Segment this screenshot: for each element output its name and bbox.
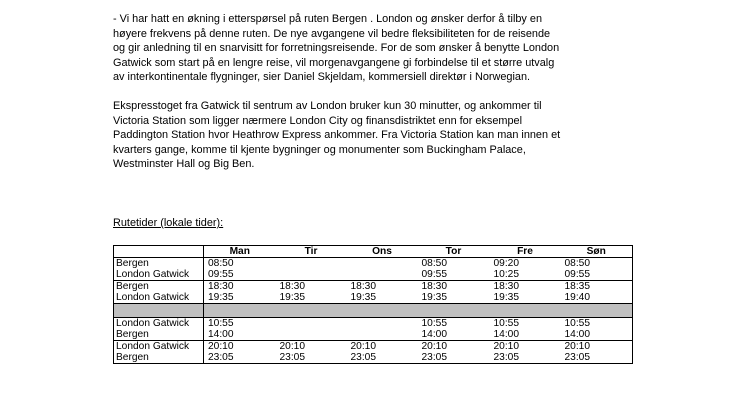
time-cell: 18:30	[276, 281, 347, 293]
time-cell: 20:10	[418, 341, 490, 353]
corner-cell	[114, 246, 204, 258]
time-cell	[276, 318, 347, 330]
time-cell: 18:30	[490, 281, 561, 293]
time-cell: 19:35	[279, 292, 305, 303]
time-cell: 18:30	[204, 281, 276, 293]
time-cell: 18:35	[561, 281, 633, 293]
article-paragraph-2: Ekspresstoget fra Gatwick til sentrum av London bruker kun 30 minutter, og ankommer til Victoria Station som ligger nærmere London City og finansdistriktet enn for eksempel Paddington Station hvor Heathrow Express ankommer. Fra Victoria Station kan man innen et kvarters gange, komme til kjente bygninger og monumenter som Buckingham Palace, Westminster Hall og Big Ben.	[113, 100, 561, 171]
station-cell: London Gatwick	[114, 318, 204, 330]
time-cell: 08:50	[561, 258, 633, 270]
table-separator-row	[114, 304, 633, 318]
time-cell: 10:55	[204, 318, 276, 330]
station-cell: London Gatwick	[114, 292, 204, 304]
time-cell: 23:05	[490, 352, 561, 364]
time-cell: 19:35	[204, 292, 276, 304]
time-cell: 20:10	[561, 341, 633, 353]
table-row	[114, 258, 633, 270]
time-cell: 19:40	[561, 292, 633, 304]
time-cell: 14:00	[204, 329, 276, 341]
time-cell: 14:00	[493, 329, 519, 340]
time-cell: 08:50	[421, 258, 447, 269]
time-cell: 20:10	[204, 341, 276, 353]
time-cell	[347, 258, 418, 270]
time-cell: 10:55	[561, 318, 633, 330]
time-cell: 23:05	[204, 352, 276, 364]
station-cell: London Gatwick	[114, 341, 204, 353]
time-cell: 09:55	[561, 269, 633, 281]
time-cell: 20:10	[347, 341, 418, 353]
table-row	[114, 341, 633, 353]
station-cell: Bergen	[114, 352, 204, 364]
day-header: Man	[204, 246, 276, 258]
time-cell: 23:05	[418, 352, 490, 364]
time-cell: 19:35	[421, 292, 447, 303]
station-cell: Bergen	[114, 329, 204, 341]
station-cell: London Gatwick	[114, 269, 204, 281]
article-paragraph-1: - Vi har hatt en økning i etterspørsel på ruten Bergen . London og ønsker derfor å tilby en høyere frekvens på denne ruten. De nye avgangene vil bedre fleksibiliteten for de reisende og gir anledning til en snarvisitt for forretningsreisende. For de som ønsker å benytte London Gatwick som start på en lengre reise, vil morgenavgangene gi forbindelse til et større utvalg av interkontinentale flygninger, sier Daniel Skjeldam, kommersiell direktør i Norwegian.	[113, 13, 560, 84]
day-header: Søn	[561, 246, 633, 258]
time-cell: 14:00	[561, 329, 633, 341]
time-cell: 19:35	[350, 292, 376, 303]
time-cell: 10:25	[493, 269, 519, 280]
time-cell	[276, 329, 347, 341]
table-row	[114, 269, 633, 281]
time-cell: 19:35	[493, 292, 519, 303]
table-row	[114, 281, 633, 293]
time-cell	[347, 269, 418, 281]
table-row	[114, 318, 633, 330]
time-cell: 08:50	[204, 258, 276, 270]
time-cell: 09:20	[493, 258, 519, 269]
separator-cell	[114, 304, 204, 318]
table-row	[114, 329, 633, 341]
time-cell: 09:55	[204, 269, 276, 281]
station-cell: Bergen	[114, 281, 204, 293]
time-cell: 23:05	[561, 352, 633, 364]
time-cell: 14:00	[421, 329, 447, 340]
time-cell	[347, 318, 418, 330]
time-cell: 10:55	[493, 318, 519, 329]
schedule-heading: Rutetider (lokale tider):	[113, 217, 224, 229]
time-cell	[276, 258, 347, 270]
schedule-header-row	[114, 246, 633, 258]
station-cell: Bergen	[114, 258, 204, 270]
time-cell: 09:55	[421, 269, 447, 280]
time-cell: 10:55	[421, 318, 447, 329]
time-cell	[347, 329, 418, 341]
time-cell	[276, 269, 347, 281]
time-cell: 23:05	[347, 352, 418, 364]
day-header: Ons	[347, 246, 418, 258]
time-cell: 18:30	[418, 281, 490, 293]
time-cell: 20:10	[276, 341, 347, 353]
day-header: Fre	[490, 246, 561, 258]
time-cell: 18:30	[347, 281, 418, 293]
table-row	[114, 352, 633, 364]
time-cell: 20:10	[490, 341, 561, 353]
day-header: Tir	[276, 246, 347, 258]
separator-cell	[204, 304, 633, 318]
time-cell: 23:05	[276, 352, 347, 364]
schedule-table	[113, 245, 633, 364]
day-header: Tor	[418, 246, 490, 258]
table-row	[114, 292, 633, 304]
